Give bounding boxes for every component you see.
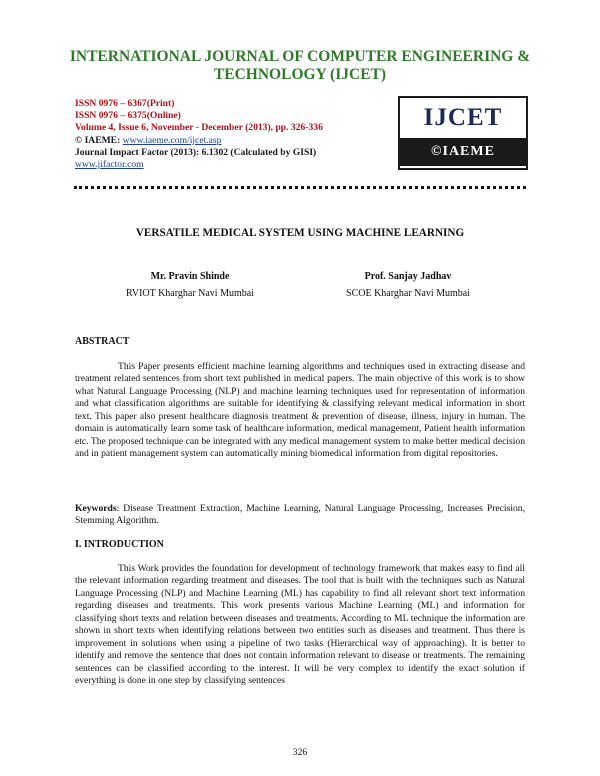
issn-print: ISSN 0976 – 6367(Print) xyxy=(75,98,175,109)
keywords xyxy=(75,503,525,528)
author-block xyxy=(298,268,518,302)
issn-online: ISSN 0976 – 6375(Online) xyxy=(75,110,181,122)
author-affiliation: RVIOT Kharghar Navi Mumbai xyxy=(126,288,254,299)
author-affiliation: SCOE Kharghar Navi Mumbai xyxy=(346,288,470,299)
abstract-heading: ABSTRACT xyxy=(75,336,130,347)
ijcet-logo xyxy=(398,96,528,170)
abstract-text: This Paper presents efficient machine learning algorithms and techniques used in extracting disease and treatment related sentences from short text published in medical papers. The main objective of this work is to show what Natural Language Processing (NLP) and machine learning techniques used for representation of information and what classification algorithms are suitable for identifying & classifying relevant medical information in short text. This paper also present healthcare diagnosis treatment & prevention of disease, illness, injury in human. The domain is automatically learn some task of healthcare information, medical management, Patient health information etc. The proposed technique can be integrated with any medical management system to make better medical decision and in patient management system can automatically mining biomedical information from digital repositories. xyxy=(75,361,525,460)
iaeme-prefix: © IAEME: xyxy=(75,134,121,146)
logo-bottom-text: ©IAEME xyxy=(400,138,526,166)
page-number: 326 xyxy=(292,747,308,758)
iaeme-url-link[interactable]: www.iaeme.com/ijcet.asp xyxy=(122,134,222,146)
iaeme-line xyxy=(75,135,405,147)
journal-title-line2: TECHNOLOGY (IJCET) xyxy=(213,66,387,83)
logo-top-text: IJCET xyxy=(423,104,503,131)
journal-metadata xyxy=(75,98,405,171)
author-name: Mr. Pravin Shinde xyxy=(150,271,230,282)
impact-factor: Journal Impact Factor (2013): 6.1302 (Calculated by GISI) xyxy=(75,146,317,158)
journal-title-line1: INTERNATIONAL JOURNAL OF COMPUTER ENGINEERING & xyxy=(69,48,531,65)
journal-title xyxy=(40,48,560,84)
author-block xyxy=(80,268,300,302)
volume-info: Volume 4, Issue 6, November - December (2013), pp. 326-336 xyxy=(75,122,323,134)
keywords-label: Keywords xyxy=(75,503,117,514)
keywords-text: : Disease Treatment Extraction, Machine Learning, Natural Language Processing, Increases Precision, Stemming Algorithm. xyxy=(75,503,525,527)
introduction-text: This Work provides the foundation for development of technology framework that makes easy to find all the relevant information regarding treatment and diseases. The tool that is built with the techniques such as Natural Language Processing (NLP) and Machine Learning (ML) has capability to find all relevant short text information regarding diseases and treatments. This work presents various Machine Learning (ML) and information for classifying short texts and relation between diseases and treatments. According to ML technique the information are shown in short texts when identifying relations between two entities such as diseases and treatment. Thus there is improvement in solutions when using a pipeline of two tasks (Hierarchical way of approaching). It is better to identify and remove the sentence that does not contain information relevant to disease or treatments. The remaining sentences can be classified according to the interest. It will be very complex to identify the exact solution if everything is done in one step by classifying sentences xyxy=(75,563,525,687)
author-name: Prof. Sanjay Jadhav xyxy=(364,271,452,282)
jif-url-link[interactable]: www.jifactor.com xyxy=(75,159,144,171)
paper-title: VERSATILE MEDICAL SYSTEM USING MACHINE LEARNING xyxy=(135,227,465,239)
dotted-divider xyxy=(74,186,526,189)
introduction-heading: I. INTRODUCTION xyxy=(75,539,164,550)
